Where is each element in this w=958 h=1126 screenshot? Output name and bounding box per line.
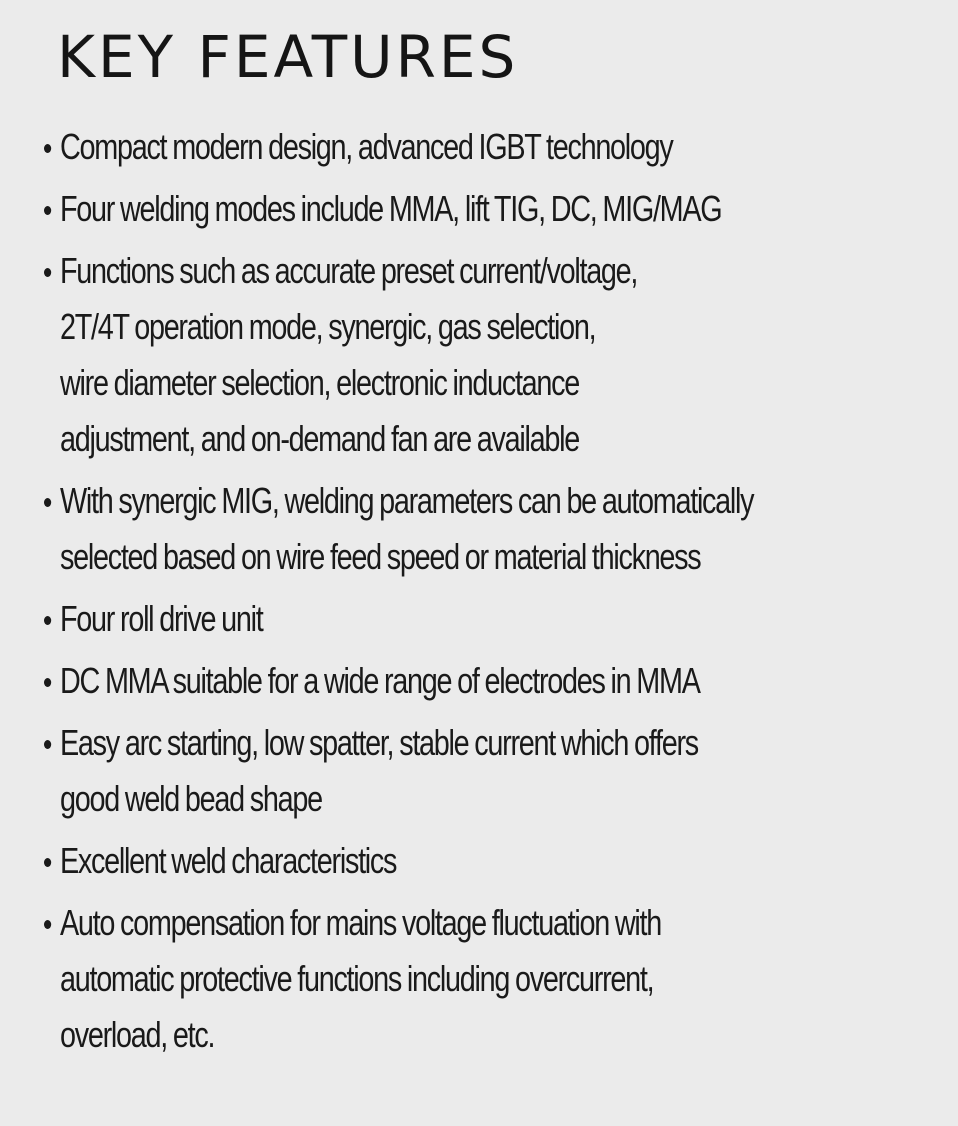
feature-line: automatic protective functions including overcurrent, bbox=[60, 958, 654, 999]
bullet-icon bbox=[44, 858, 51, 867]
bullet-icon bbox=[44, 498, 51, 507]
bullet-icon bbox=[44, 206, 51, 215]
feature-item bbox=[44, 181, 958, 237]
feature-item bbox=[44, 473, 958, 585]
bullet-icon bbox=[44, 144, 51, 153]
bullet-icon bbox=[44, 920, 51, 929]
feature-line: Auto compensation for mains voltage fluctuation with bbox=[60, 902, 662, 943]
page-title: KEY FEATURES bbox=[57, 23, 519, 91]
bullet-icon bbox=[44, 740, 51, 749]
feature-item bbox=[44, 715, 958, 827]
feature-line: With synergic MIG, welding parameters can be automatically bbox=[60, 480, 754, 521]
feature-item bbox=[44, 119, 958, 175]
bullet-icon bbox=[44, 678, 51, 687]
feature-line: Easy arc starting, low spatter, stable current which offers bbox=[60, 722, 698, 763]
feature-line: Compact modern design, advanced IGBT technology bbox=[60, 126, 673, 167]
feature-item bbox=[44, 653, 958, 709]
feature-item bbox=[44, 833, 958, 889]
feature-line: overload, etc. bbox=[60, 1014, 215, 1055]
feature-list bbox=[44, 119, 949, 1069]
feature-line: wire diameter selection, electronic inductance bbox=[60, 362, 580, 403]
feature-line: good weld bead shape bbox=[60, 778, 322, 819]
feature-line: Functions such as accurate preset current/voltage, bbox=[60, 250, 638, 291]
feature-item bbox=[44, 591, 958, 647]
feature-line: adjustment, and on-demand fan are available bbox=[60, 418, 579, 459]
feature-line: DC MMA suitable for a wide range of electrodes in MMA bbox=[60, 660, 700, 701]
bullet-icon bbox=[44, 268, 51, 277]
bullet-icon bbox=[44, 616, 51, 625]
feature-line: 2T/4T operation mode, synergic, gas selection, bbox=[60, 306, 596, 347]
feature-item bbox=[44, 895, 958, 1063]
feature-line: Four welding modes include MMA, lift TIG, DC, MIG/MAG bbox=[60, 188, 722, 229]
feature-item bbox=[44, 243, 958, 467]
feature-line: Four roll drive unit bbox=[60, 598, 263, 639]
feature-line: Excellent weld characteristics bbox=[60, 840, 397, 881]
feature-line: selected based on wire feed speed or material thickness bbox=[60, 536, 701, 577]
